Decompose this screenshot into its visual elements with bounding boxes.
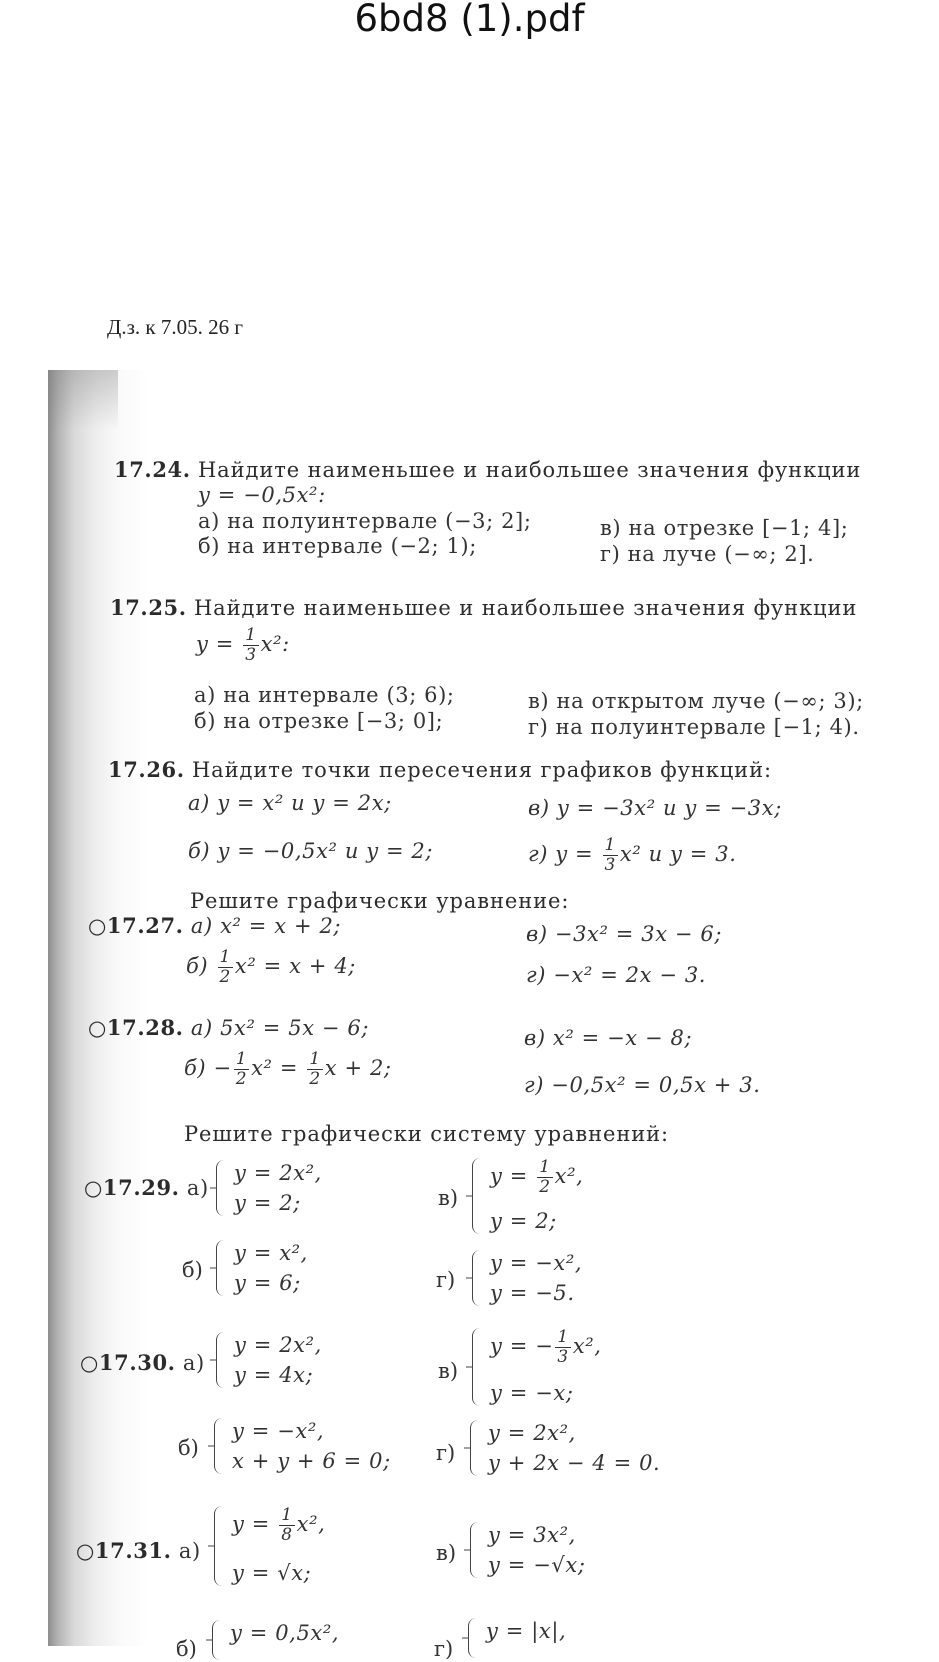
- item-a: а) на полуинтервале (−3; 2];: [198, 509, 532, 533]
- fraction: [234, 1050, 249, 1089]
- brace: [470, 1420, 481, 1476]
- brace: [472, 1158, 483, 1234]
- brace: [470, 1522, 481, 1578]
- item-a: а) на интервале (3; 6);: [194, 683, 455, 707]
- fraction: [307, 1050, 322, 1089]
- section-header-systems: Решите графически систему уравнений:: [184, 1122, 670, 1146]
- numerator: 1: [235, 1049, 248, 1069]
- equation: x + y + 6 = 0;: [232, 1449, 391, 1473]
- item-label: в): [438, 1359, 459, 1383]
- problem-17-29: [84, 1175, 209, 1201]
- item-v: в) на отрезке [−1; 4];: [600, 516, 849, 540]
- item-g: г) −0,5x² = 0,5x + 3.: [524, 1073, 761, 1097]
- item-label: г): [436, 1268, 456, 1292]
- numerator: 1: [281, 1505, 293, 1525]
- problem-17-31: [76, 1538, 201, 1564]
- problem-17-26: [108, 757, 772, 783]
- fraction: [555, 1328, 570, 1367]
- system-b: [214, 1418, 414, 1474]
- problem-17-30: [80, 1350, 205, 1376]
- problem-text: Найдите точки пересечения графиков функций:: [191, 758, 772, 782]
- equation: y = 2;: [490, 1209, 557, 1233]
- denominator: 3: [245, 645, 257, 665]
- item-v: в) на открытом луче (−∞; 3);: [528, 689, 864, 713]
- equation: y = x²,: [234, 1241, 308, 1265]
- problem-number: ○17.27.: [88, 913, 184, 938]
- brace: [216, 1160, 227, 1216]
- item-label: б): [182, 1258, 203, 1282]
- formula-part: б): [186, 954, 216, 978]
- problem-text: Найдите наименьшее и наибольшее значения функции: [197, 458, 862, 482]
- formula-part: x² = x + 4;: [234, 954, 356, 978]
- item-a: а) 5x² = 5x − 6;: [190, 1016, 370, 1040]
- equation: y = |x|,: [486, 1619, 567, 1643]
- equation: y = −x²,: [232, 1419, 325, 1443]
- fraction: [218, 948, 233, 987]
- problem-17-27: [88, 913, 341, 939]
- denominator: 2: [219, 967, 231, 987]
- fraction: [603, 836, 618, 875]
- formula-part: x²:: [260, 632, 290, 656]
- brace: [472, 1250, 483, 1306]
- formula-part: y =: [490, 1164, 536, 1188]
- equation: y = −x;: [490, 1381, 574, 1405]
- formula-part: г) y =: [528, 842, 601, 866]
- item-label: в): [436, 1541, 457, 1565]
- numerator: 1: [604, 835, 616, 855]
- numerator: 1: [219, 947, 231, 967]
- denominator: 8: [281, 1525, 293, 1545]
- numerator: 1: [557, 1327, 569, 1347]
- problem-17-24: [114, 457, 861, 483]
- system-g: [468, 1618, 638, 1658]
- system-v: [472, 1158, 642, 1234]
- item-b: б) y = −0,5x² и y = 2;: [188, 839, 434, 863]
- problem-number: 17.26.: [108, 757, 185, 782]
- system-g: [472, 1250, 642, 1306]
- denominator: 2: [539, 1177, 551, 1197]
- equation: y = 0,5x²,: [230, 1621, 340, 1645]
- equation: [490, 1158, 583, 1197]
- problem-number: ○17.29.: [84, 1175, 180, 1200]
- item-label: г): [434, 1637, 454, 1661]
- numerator: 1: [245, 625, 257, 645]
- page-shadow: [48, 370, 118, 430]
- formula-part: x²,: [554, 1164, 584, 1188]
- equation: y = −5.: [490, 1281, 575, 1305]
- problem-number: 17.25.: [110, 595, 187, 620]
- fraction: [537, 1158, 552, 1197]
- equation: y = 2x²,: [234, 1333, 322, 1357]
- equation: y = 2x²,: [488, 1421, 576, 1445]
- equation: [490, 1328, 602, 1367]
- problem-text: Найдите наименьшее и наибольшее значения функции: [193, 596, 858, 620]
- brace: [216, 1240, 227, 1296]
- problem-number: ○17.30.: [80, 1350, 176, 1375]
- problem-number: ○17.31.: [76, 1538, 172, 1563]
- system-a: [216, 1160, 376, 1216]
- numerator: 1: [539, 1157, 551, 1177]
- item-label: б): [176, 1637, 197, 1661]
- item-g: [528, 836, 737, 875]
- item-label: а): [186, 1176, 209, 1200]
- item-g: г) на полуинтервале [−1; 4).: [528, 715, 860, 739]
- numerator: 1: [309, 1049, 321, 1069]
- fraction: [243, 626, 258, 665]
- equation: y = 3x²,: [488, 1523, 576, 1547]
- equation: y = −√x;: [488, 1553, 586, 1577]
- brace: [214, 1418, 225, 1474]
- formula-part: x²,: [572, 1334, 602, 1358]
- section-header-equations: Решите графически уравнение:: [190, 889, 570, 913]
- formula-part: б) −: [184, 1056, 232, 1080]
- brace: [472, 1328, 483, 1406]
- formula-part: x² =: [251, 1056, 306, 1080]
- scanned-page: [48, 370, 939, 1661]
- system-a: [216, 1332, 376, 1388]
- item-b: б) на отрезке [−3; 0];: [194, 709, 444, 733]
- problem-number: ○17.28.: [88, 1015, 184, 1040]
- homework-note: Д.з. к 7.05. 26 г: [107, 315, 243, 339]
- system-a: [214, 1506, 384, 1586]
- formula-part: x² и y = 3.: [619, 842, 737, 866]
- formula-part: x + 2;: [324, 1056, 392, 1080]
- item-a: а) x² = x + 2;: [190, 914, 342, 938]
- denominator: 3: [604, 855, 616, 875]
- equation: [232, 1506, 325, 1545]
- problem-17-25: [110, 595, 857, 621]
- item-label: а): [182, 1351, 205, 1375]
- formula-part: x²,: [296, 1512, 326, 1536]
- denominator: 3: [557, 1347, 569, 1367]
- system-v: [472, 1328, 642, 1406]
- equation: y = 2x²,: [234, 1161, 322, 1185]
- system-b: [216, 1240, 376, 1296]
- function-formula: [196, 626, 290, 665]
- equation: y = 2;: [234, 1191, 301, 1215]
- item-b: б) на интервале (−2; 1);: [198, 534, 477, 558]
- equation: y = 4x;: [234, 1363, 314, 1387]
- window-title: 6bd8 (1).pdf: [354, 0, 585, 40]
- function-formula: y = −0,5x²:: [198, 483, 326, 507]
- denominator: 2: [235, 1069, 248, 1089]
- item-g: г) на луче (−∞; 2].: [600, 542, 815, 566]
- system-b: [212, 1620, 382, 1660]
- item-g: г) −x² = 2x − 3.: [526, 963, 707, 987]
- equation: y = 6;: [234, 1271, 301, 1295]
- item-label: г): [436, 1441, 456, 1465]
- brace: [216, 1332, 227, 1388]
- fraction: [279, 1506, 294, 1545]
- equation: y = √x;: [232, 1561, 312, 1585]
- item-v: в) −3x² = 3x − 6;: [526, 922, 723, 946]
- item-b: [184, 1050, 392, 1089]
- item-b: [186, 948, 356, 987]
- item-label: в): [438, 1186, 459, 1210]
- formula-part: y =: [232, 1512, 278, 1536]
- item-v: в) y = −3x² и y = −3x;: [528, 796, 782, 820]
- item-v: в) x² = −x − 8;: [524, 1026, 693, 1050]
- brace: [214, 1506, 225, 1586]
- equation: y = −x²,: [490, 1251, 583, 1275]
- formula-part: y =: [196, 632, 242, 656]
- item-a: а) y = x² и y = 2x;: [188, 791, 392, 815]
- problem-number: 17.24.: [114, 457, 191, 482]
- item-label: б): [178, 1436, 199, 1460]
- system-v: [470, 1522, 640, 1578]
- equation: y + 2x − 4 = 0.: [488, 1451, 661, 1475]
- denominator: 2: [309, 1069, 321, 1089]
- brace: [212, 1620, 223, 1660]
- problem-17-28: [88, 1015, 369, 1041]
- brace: [468, 1618, 479, 1658]
- system-g: [470, 1420, 670, 1476]
- item-label: а): [178, 1539, 201, 1563]
- formula-part: y = −: [490, 1334, 554, 1358]
